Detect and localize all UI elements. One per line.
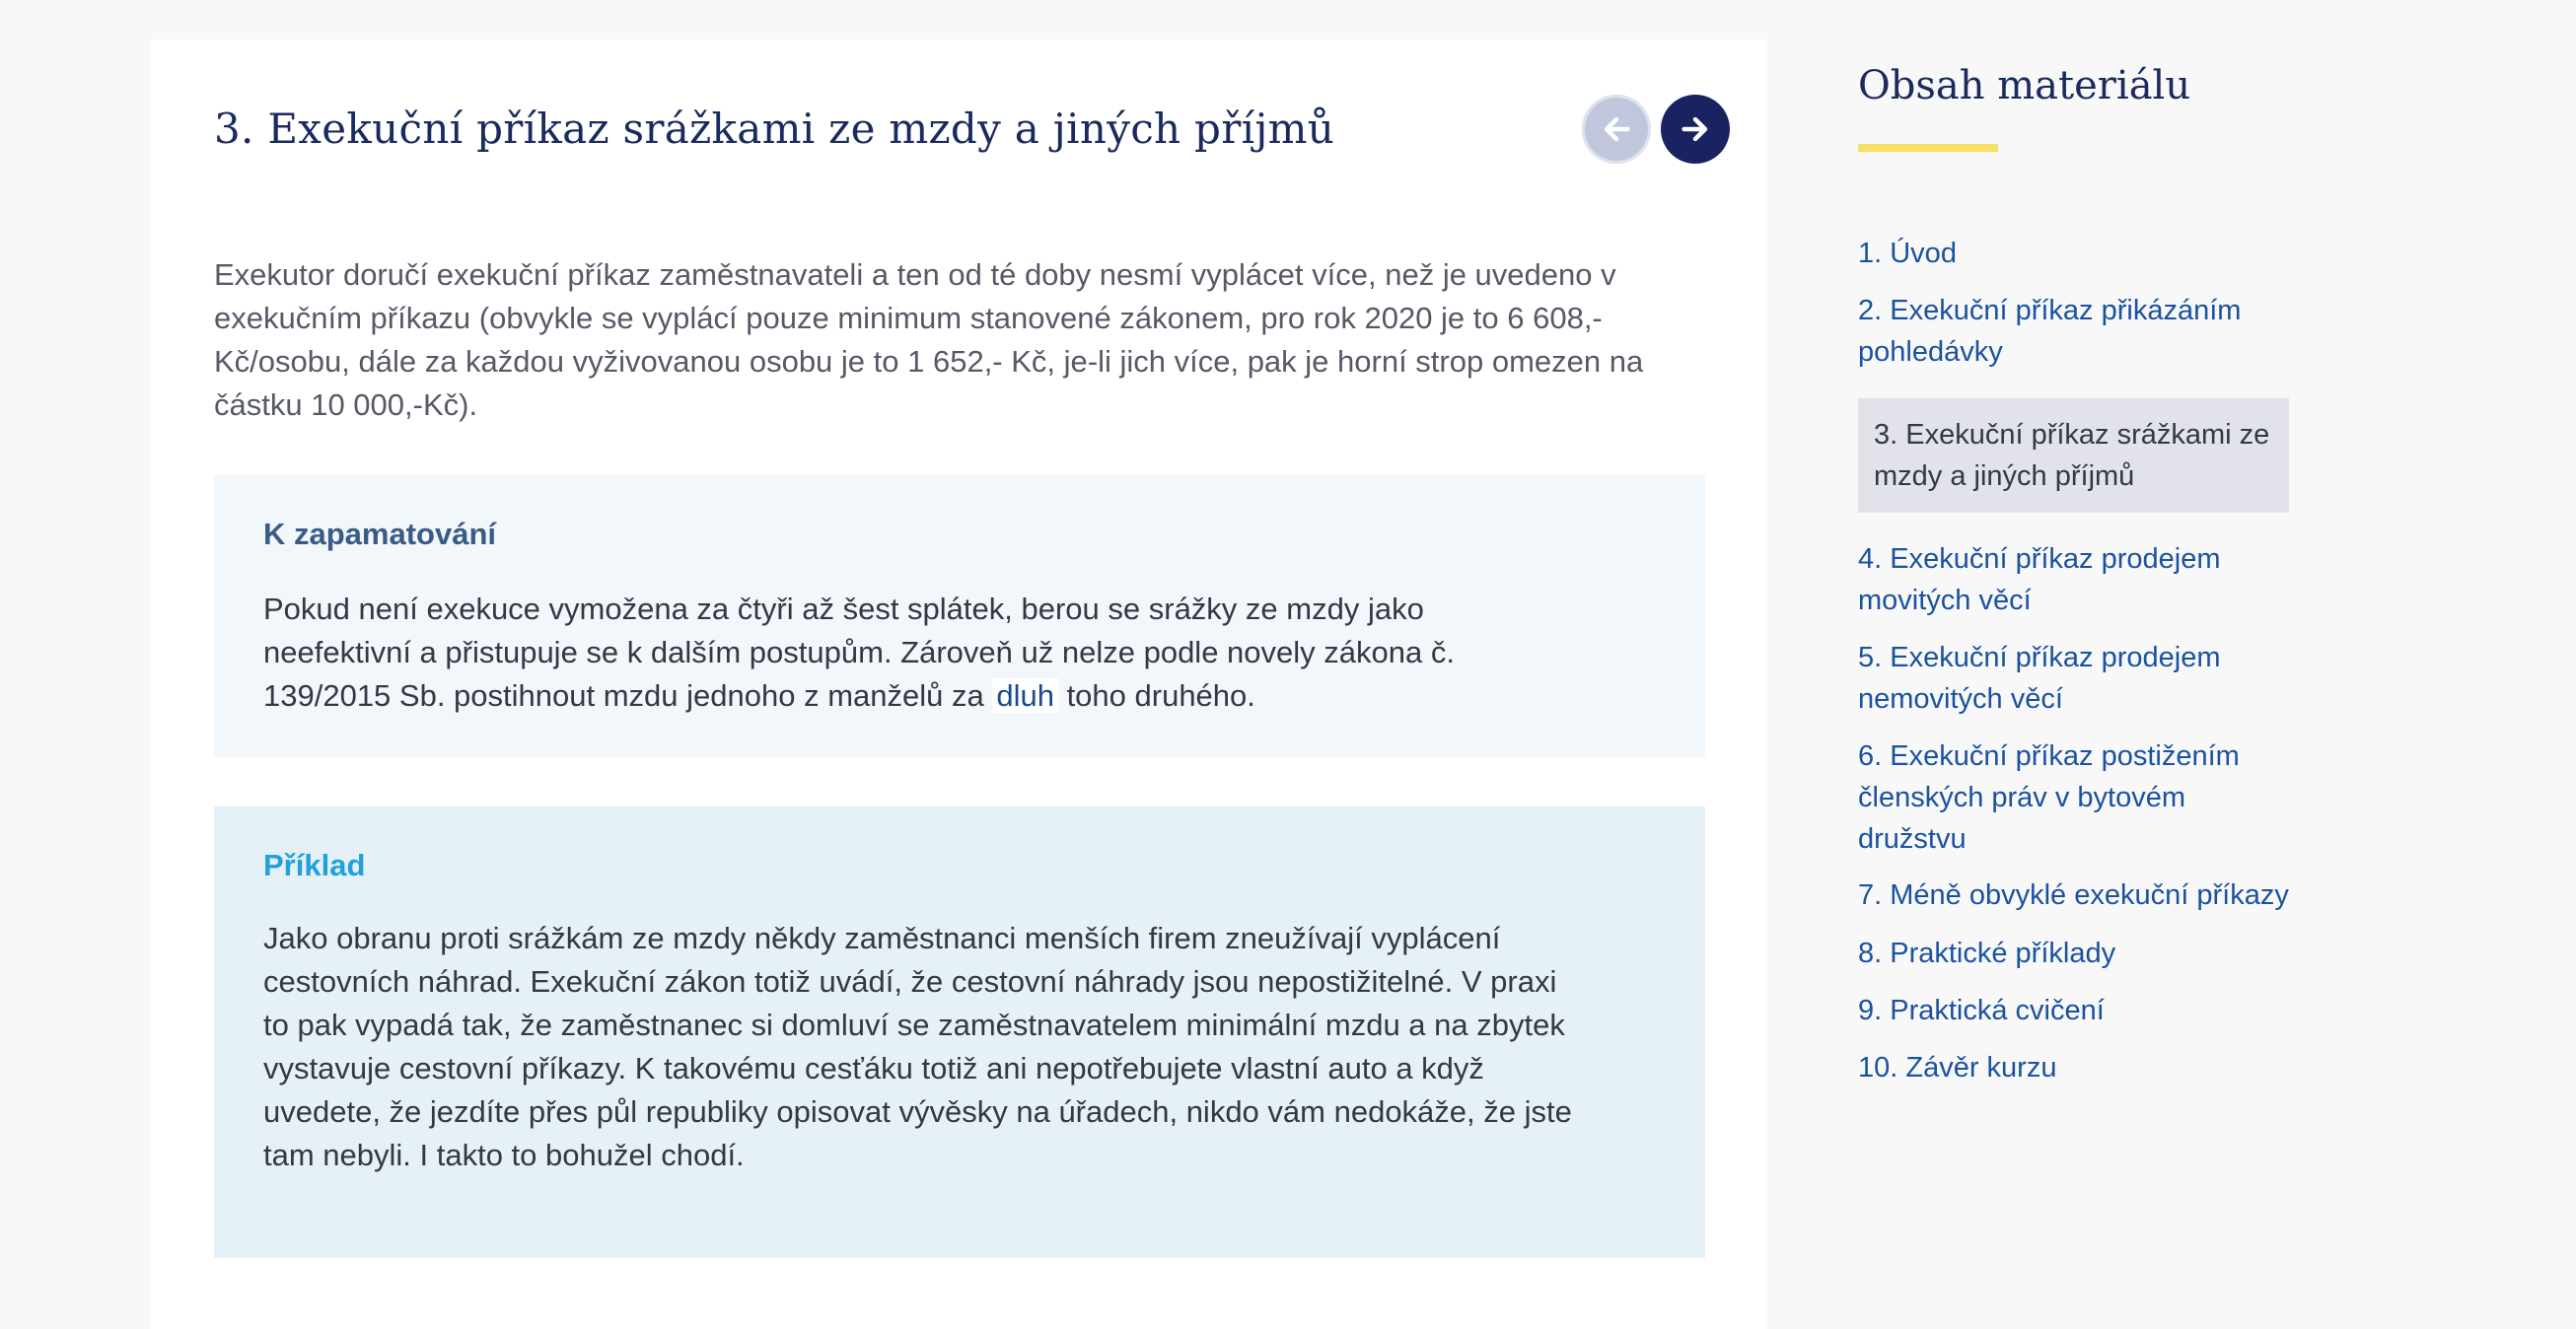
remember-text [263,588,1545,718]
remember-box [214,475,1705,757]
remember-heading: K zapamatování [263,517,497,551]
toc-item-10[interactable]: 10. Závěr kurzu [1858,1052,2057,1084]
intro-paragraph: Exekutor doručí exekuční příkaz zaměstnavateli a ten od té doby nesmí vyplácet více, než je uvedeno v exekučním příkazu (obvykle se vyplácí pouze minimum stanovené zákonem, pro rok 2020 je to 6 608,- Kč/osobu, dále za každou vyživovanou osobu je to 1 652,- Kč, je-li jich více, pak je horní strop omezen na částku 10 000,-Kč). [214,257,1644,422]
remember-text-after: toho druhého. [1057,678,1255,713]
arrow-left-icon [1600,112,1633,146]
arrow-right-icon [1679,112,1712,146]
toc-item-3-active[interactable]: 3. Exekuční příkaz srážkami ze mzdy a jiných příjmů [1858,398,2289,513]
main-content [151,39,1766,1329]
example-heading: Příklad [263,848,366,882]
example-text: Jako obranu proti srážkám ze mzdy někdy zaměstnanci menších firem zneužívají vyplácení cestovních náhrad. Exekuční zákon totiž uvádí, že cestovní náhrady jsou nepostižitelné. V praxi to pak vypadá tak, že zaměstnanec si domluví se zaměstnavatelem minimální mzdu a na zbytek vystavuje cestovní příkazy. K takovému cesťáku totiž ani nepotřebujete vlastní auto a když uvedete, že jezdíte přes půl republiky opisovat vývěsky na úřadech, nikdo vám nedokáže, že jste tam nebyli. I takto to bohužel chodí. [263,921,1572,1172]
toc-item-5[interactable]: 5. Exekuční příkaz prodejem nemovitých věcí [1858,642,2221,715]
page-title: 3. Exekuční příkaz srážkami ze mzdy a jiných příjmů [214,105,1335,153]
toc-item-7[interactable]: 7. Méně obvyklé exekuční příkazy [1858,879,2289,911]
sidebar-title: Obsah materiálu [1858,63,2191,108]
remember-text-before: Pokud není exekuce vymožena za čtyři až šest splátek, berou se srážky ze mzdy jako neefektivní a přistupuje se k dalším postupům. Zároveň už nelze podle novely zákona č. 139/2015 Sb. postihnout mzdu jednoho z manželů za [263,592,1455,713]
toc-item-8[interactable]: 8. Praktické příklady [1858,938,2116,969]
previous-chapter-button[interactable] [1582,95,1651,164]
sidebar-title-underline [1858,144,1998,152]
toc-item-9[interactable]: 9. Praktická cvičení [1858,995,2105,1026]
toc-item-2[interactable]: 2. Exekuční příkaz přikázáním pohledávky [1858,295,2242,368]
toc-item-4[interactable]: 4. Exekuční příkaz prodejem movitých věcí [1858,543,2221,616]
example-box [214,806,1705,1258]
toc-item-6[interactable]: 6. Exekuční příkaz postižením členských práv v bytovém družstvu [1858,740,2240,855]
next-chapter-button[interactable] [1661,95,1730,164]
toc-item-1[interactable]: 1. Úvod [1858,238,1957,269]
glossary-link-dluh[interactable]: dluh [992,678,1058,713]
